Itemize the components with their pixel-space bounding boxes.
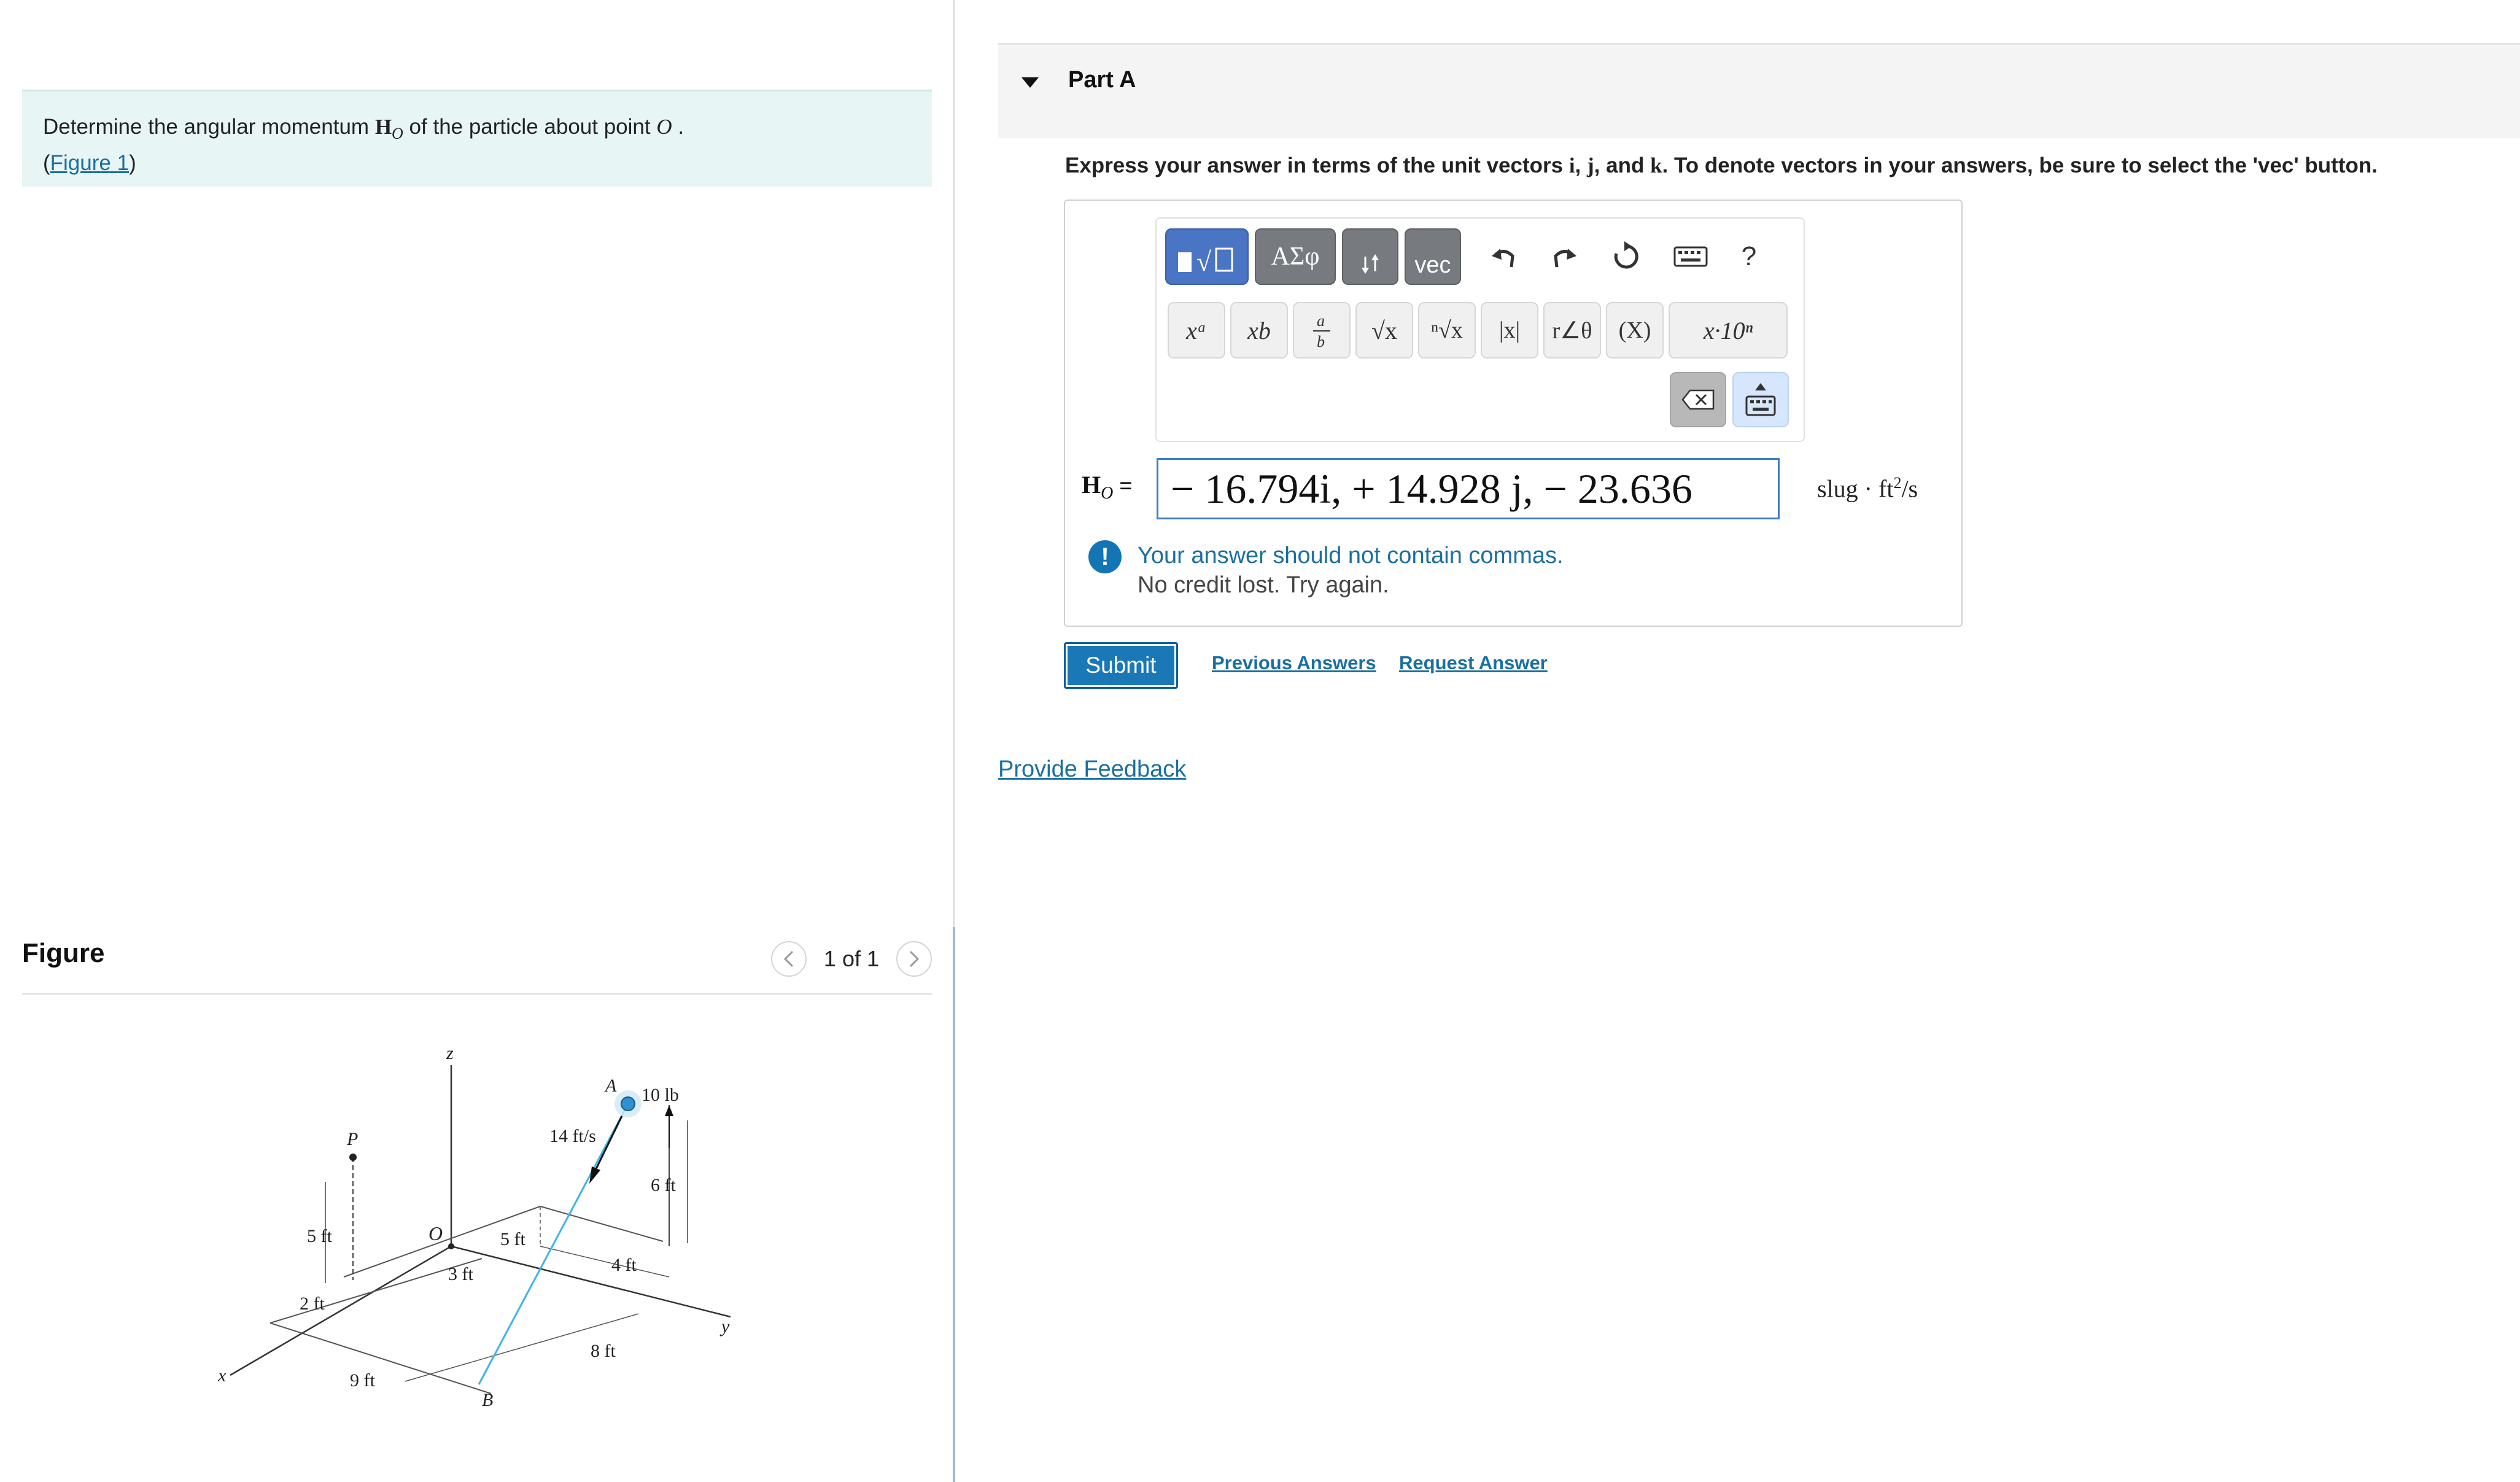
label-x: x: [218, 1365, 227, 1386]
fraction-icon: [1309, 310, 1334, 351]
transpose-button[interactable]: (X): [1606, 302, 1664, 359]
reset-button[interactable]: [1605, 233, 1648, 280]
feedback-subtext: No credit lost. Try again.: [1138, 572, 1389, 598]
answer-label-h: H: [1082, 471, 1101, 499]
label-velocity: 14 ft/s: [549, 1126, 596, 1146]
particle-a: [621, 1097, 635, 1111]
label-8ft: 8 ft: [591, 1341, 616, 1361]
backspace-button[interactable]: [1670, 372, 1726, 427]
unit-vector-k: k: [1650, 153, 1662, 177]
point-p: [349, 1154, 357, 1161]
label-4ft: 4 ft: [611, 1255, 637, 1275]
label-force: 10 lb: [642, 1085, 679, 1105]
x-axis: [230, 1246, 451, 1375]
instr-text-2: , and: [1594, 153, 1651, 177]
request-answer-link[interactable]: Request Answer: [1399, 652, 1548, 673]
unit-vector-i: i: [1568, 153, 1575, 177]
label-5ft-right: 5 ft: [500, 1229, 525, 1249]
mechanics-figure: [196, 1044, 773, 1424]
label-5ft-left: 5 ft: [307, 1226, 332, 1246]
keyboard-icon: [1673, 246, 1708, 267]
origin-point: [448, 1243, 454, 1249]
help-button[interactable]: ?: [1741, 241, 1757, 271]
label-2ft: 2 ft: [300, 1294, 325, 1314]
superscript-button[interactable]: xᵃ: [1168, 302, 1225, 359]
label-6ft: 6 ft: [651, 1175, 676, 1195]
fraction-button[interactable]: [1293, 302, 1351, 359]
label-o: O: [428, 1222, 443, 1244]
velocity-arrow: [594, 1116, 622, 1173]
label-z: z: [446, 1044, 454, 1063]
part-a-header[interactable]: [998, 45, 2520, 138]
vec-button[interactable]: vec: [1405, 228, 1461, 285]
figure-link[interactable]: Figure 1: [50, 151, 130, 175]
caret-down-icon: [1020, 76, 1040, 89]
scientific-notation-button[interactable]: x·10ⁿ: [1669, 302, 1788, 359]
label-b: B: [482, 1390, 494, 1410]
pager-count: 1 of 1: [823, 946, 879, 971]
problem-text-middle: of the particle about point: [403, 115, 657, 139]
math-toolbar: [1155, 217, 1805, 442]
nthroot-button[interactable]: ⁿ√x: [1418, 302, 1476, 359]
pane-divider[interactable]: [953, 0, 955, 1482]
point-symbol: O: [656, 115, 672, 139]
exclamation-icon: !: [1088, 540, 1122, 573]
chevron-right-icon: [907, 950, 921, 968]
paren-open: (: [43, 151, 50, 175]
previous-answers-link[interactable]: Previous Answers: [1212, 652, 1376, 673]
problem-text-end: .: [672, 115, 684, 139]
label-p: P: [347, 1129, 359, 1149]
units-main: slug · ft: [1817, 475, 1894, 503]
units-exponent: 2: [1893, 474, 1902, 492]
y-axis: [451, 1246, 731, 1317]
keyboard-shortcuts-button[interactable]: [1666, 233, 1715, 280]
redo-button[interactable]: [1543, 233, 1586, 280]
svg-text:a: a: [1317, 312, 1325, 330]
previous-figure-button[interactable]: [771, 941, 807, 977]
templates-button[interactable]: [1165, 228, 1249, 285]
templates-icon: [1173, 235, 1241, 278]
divider-accent: [953, 927, 955, 1482]
force-arrowhead: [665, 1105, 673, 1116]
label-a: A: [605, 1076, 617, 1096]
sqrt-button[interactable]: √x: [1355, 302, 1413, 359]
instr-text-1: Express your answer in terms of the unit vectors: [1065, 153, 1569, 177]
answer-input[interactable]: − 16.794i, + 14.928 j, − 23.636: [1157, 458, 1780, 519]
symbol-h-subscript: O: [392, 125, 403, 142]
arrows-button[interactable]: [1342, 228, 1398, 285]
instr-text-3: . To denote vectors in your answers, be sure to select the 'vec' button.: [1662, 153, 2378, 177]
updown-arrows-icon: [1357, 238, 1384, 275]
redo-icon: [1551, 242, 1579, 271]
undo-icon: [1489, 242, 1518, 271]
provide-feedback-link[interactable]: Provide Feedback: [998, 756, 1187, 782]
floor-line: [270, 1323, 491, 1394]
svg-text:√: √: [1196, 247, 1212, 277]
answer-units: [1817, 474, 1918, 503]
figure-pager: [771, 941, 932, 977]
unit-vector-j: j: [1587, 153, 1594, 177]
chevron-left-icon: [781, 950, 796, 968]
figure-header: [22, 933, 932, 995]
label-3ft: 3 ft: [448, 1264, 473, 1284]
polar-button[interactable]: r∠θ: [1543, 302, 1601, 359]
velocity-arrowhead: [589, 1166, 600, 1184]
answer-label: [1082, 470, 1132, 503]
subscript-button[interactable]: xb: [1230, 302, 1288, 359]
svg-text:b: b: [1317, 333, 1325, 351]
undo-button[interactable]: [1482, 233, 1525, 280]
greek-button[interactable]: ΑΣφ: [1255, 228, 1336, 285]
answer-label-sub: O: [1101, 484, 1114, 503]
left-pane: [0, 0, 953, 1482]
keyboard-toggle-icon: [1744, 381, 1777, 419]
paren-close: ): [129, 151, 136, 175]
units-tail: /s: [1901, 475, 1918, 503]
problem-text: Determine the angular momentum: [43, 115, 375, 139]
label-9ft: 9 ft: [350, 1370, 375, 1391]
instr-comma: ,: [1575, 153, 1587, 177]
feedback-message: Your answer should not contain commas.: [1138, 543, 1564, 568]
backspace-icon: [1681, 389, 1715, 410]
figure-title: Figure: [22, 938, 105, 968]
symbol-h: H: [374, 115, 392, 139]
floor-line: [540, 1246, 669, 1277]
submit-button[interactable]: [1064, 642, 1178, 689]
part-title: Part A: [1068, 67, 1136, 93]
problem-statement: [22, 90, 932, 187]
reset-icon: [1611, 241, 1642, 272]
submit-label: Submit: [1068, 646, 1174, 685]
next-figure-button[interactable]: [896, 941, 932, 977]
answer-label-eq: =: [1113, 473, 1133, 498]
instructions: [1065, 153, 2378, 178]
show-keyboard-button[interactable]: [1732, 372, 1789, 427]
label-y: y: [721, 1316, 730, 1337]
abs-button[interactable]: |x|: [1481, 302, 1538, 359]
